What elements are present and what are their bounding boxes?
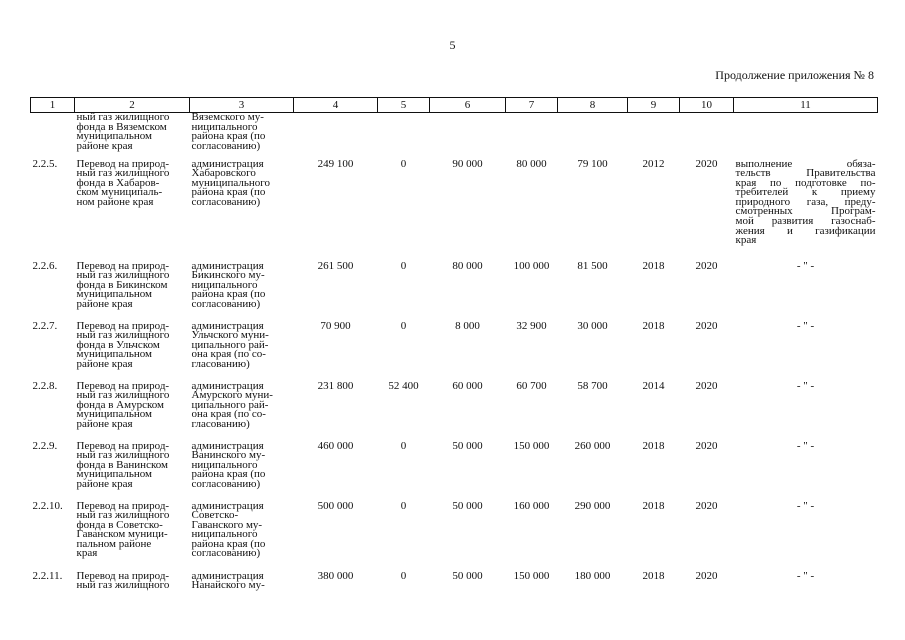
funding-cell: 80 000 [452,259,483,272]
end-year: 2020 [695,499,718,512]
row-code: 2.2.6. [32,259,58,272]
executor-line: согласованию) [191,195,261,208]
executor [190,259,294,322]
executor-line: ниципального [191,458,258,471]
note-line: тельств Правительства [735,167,876,180]
column-header: 7 [506,98,558,113]
name-line: фонда в Вяземском [76,120,167,133]
funding-cell: 79 100 [577,157,608,170]
note-cell [734,157,878,262]
funding-cell: 50 000 [452,569,483,582]
executor-line: администрация [191,319,264,332]
executor-line: района края (по [191,186,266,199]
measure-name [75,379,190,442]
total-cell: 380 000 [317,569,354,582]
name-line: Перевод на природ- [76,379,170,392]
note-line: выполнение обяза- [735,157,876,170]
column-header: 9 [628,98,680,113]
name-line: Перевод на природ- [76,569,170,582]
executor-line: она края (по со- [191,408,266,421]
funding-cell: 260 000 [574,439,611,452]
column-header: 5 [378,98,430,113]
measure-name [75,157,190,262]
funding-cell: 52 400 [388,379,419,392]
column-header: 6 [430,98,506,113]
name-line: ный газ жилищного [76,269,170,282]
measure-name [75,499,190,572]
table-row-carryover [31,113,878,160]
name-line: Гаванском муници- [76,528,168,541]
start-year: 2014 [642,379,665,392]
funding-cell: 0 [400,439,407,452]
measure-name [75,439,190,502]
table-row [31,160,878,262]
executor-line: района края (по [191,288,266,301]
measure-name [75,569,190,596]
name-line: районе края [76,139,133,152]
measure-name [75,319,190,382]
note-ditto: - " - [796,259,815,272]
executor [190,569,294,596]
executor-line: ципального рай- [191,398,269,411]
funding-cell: 81 500 [577,259,608,272]
name-line: Перевод на природ- [76,259,170,272]
executor-line: района края (по [191,468,266,481]
continuation-title: Продолжение приложения № 8 [715,68,874,82]
column-header: 1 [31,98,75,113]
funding-cell: 100 000 [513,259,550,272]
name-line: районе края [76,417,133,430]
row-code: 2.2.5. [32,157,58,170]
table-row [31,322,878,382]
funding-cell: 50 000 [452,499,483,512]
page-number: 5 [449,38,456,52]
name-line: ный газ жилищного [76,167,170,180]
executor-line: Бикинского му- [191,269,265,282]
table-row [31,382,878,442]
start-year: 2012 [642,157,665,170]
executor [190,157,294,262]
name-line: ском муниципаль- [76,186,163,199]
executor-line: Нанайского му- [191,579,265,592]
table-row [31,262,878,322]
name-line: ный газ жилищного [76,509,170,522]
start-year: 2018 [642,569,665,582]
name-line: ный газ жилищного [76,111,170,123]
executor-line: администрация [191,259,264,272]
funding-cell: 60 700 [516,379,547,392]
executor-line: ципального рай- [191,338,269,351]
note-line: требителей к приему [735,186,876,199]
note-ditto: - " - [796,499,815,512]
funding-cell: 180 000 [574,569,611,582]
name-line: муниципальном [76,348,153,361]
executor-line: ниципального [191,278,258,291]
name-line: Перевод на природ- [76,157,170,170]
name-line: муниципальном [76,468,153,481]
name-line: фонда в Советско- [76,518,163,531]
start-year: 2018 [642,319,665,332]
funding-cell: 0 [400,259,407,272]
start-year: 2018 [642,499,665,512]
row-code: 2.2.8. [32,379,58,392]
funding-cell: 0 [400,319,407,332]
executor [190,499,294,572]
funding-cell: 58 700 [577,379,608,392]
total-cell: 70 900 [320,319,351,332]
executor-line: района края (по [191,537,266,550]
executor-line: Гаванского му- [191,518,263,531]
end-year: 2020 [695,379,718,392]
row-code: 2.2.9. [32,439,58,452]
funding-cell: 160 000 [513,499,550,512]
executor [190,319,294,382]
total-cell: 500 000 [317,499,354,512]
executor-line: согласованию) [191,139,261,152]
executor-line: администрация [191,157,264,170]
measure-name [75,259,190,322]
executor [190,439,294,502]
end-year: 2020 [695,259,718,272]
end-year: 2020 [695,569,718,582]
name-line: районе края [76,357,133,370]
table-row [31,502,878,572]
executor-line: муниципального [191,176,271,189]
start-year: 2018 [642,439,665,452]
executor-line: администрация [191,569,264,582]
executor-line: она края (по со- [191,348,266,361]
funding-cell: 290 000 [574,499,611,512]
executor-line: согласованию) [191,547,261,560]
name-line: Перевод на природ- [76,439,170,452]
executor-line: администрация [191,499,264,512]
name-line: фонда в Хабаров- [76,176,160,189]
total-cell: 249 100 [317,157,354,170]
funding-cell: 80 000 [516,157,547,170]
name-line: муниципальном [76,288,153,301]
total-cell: 261 500 [317,259,354,272]
executor-line: Советско- [191,509,239,522]
name-line: ный газ жилищного [76,329,170,342]
column-header: 8 [558,98,628,113]
note-line: природного газа, преду- [735,195,876,208]
executor-line: Ванинского му- [191,449,266,462]
end-year: 2020 [695,319,718,332]
name-line: районе края [76,297,133,310]
executor-line: Вяземского му- [191,111,264,123]
note-ditto: - " - [796,569,815,582]
funding-cell: 150 000 [513,569,550,582]
funding-cell: 0 [400,157,407,170]
executor-line: согласованию) [191,297,261,310]
note-line: мой развития газоснаб- [735,215,876,228]
table-row [31,442,878,502]
row-code: 2.2.11. [32,569,63,582]
name-line: фонда в Бикинском [76,278,168,291]
note-ditto: - " - [796,379,815,392]
note-line: смотренных Програм- [735,205,876,218]
column-header: 3 [190,98,294,113]
name-line: районе края [76,477,133,490]
executor-line: ниципального [191,528,258,541]
funding-cell: 50 000 [452,439,483,452]
executor-line: гласованию) [191,417,250,430]
total-cell: 460 000 [317,439,354,452]
note-ditto: - " - [796,319,815,332]
total-cell: 231 800 [317,379,354,392]
name-line: пальном районе [76,537,152,550]
program-table [30,97,878,596]
note-line: края [735,234,757,247]
executor-line: Амурского муни- [191,389,273,402]
table-row [31,572,878,596]
funding-cell: 150 000 [513,439,550,452]
executor-line: Ульчского муни- [191,329,269,342]
executor-line: администрация [191,379,264,392]
funding-cell: 60 000 [452,379,483,392]
name-line: края [76,547,98,560]
name-line: ный газ жилищного [76,449,170,462]
end-year: 2020 [695,157,718,170]
note-line: жения и газификации [735,224,876,237]
end-year: 2020 [695,439,718,452]
funding-cell: 8 000 [455,319,480,332]
start-year: 2018 [642,259,665,272]
funding-cell: 90 000 [452,157,483,170]
executor [190,379,294,442]
note-ditto: - " - [796,439,815,452]
executor-line: администрация [191,439,264,452]
funding-cell: 0 [400,499,407,512]
name-line: фонда в Ванинском [76,458,168,471]
name-line: Перевод на природ- [76,319,170,332]
executor-line: гласованию) [191,357,250,370]
name-line: Перевод на природ- [76,499,170,512]
name-line: муниципальном [76,130,153,143]
column-header: 2 [75,98,190,113]
executor-line: согласованию) [191,477,261,490]
executor-line: ниципального [191,120,258,133]
executor-line: Хабаровского [191,167,256,180]
row-code: 2.2.7. [32,319,58,332]
note-line: края по подготовке по- [735,176,876,189]
name-line: фонда в Ульчском [76,338,160,351]
name-line: фонда в Амурском [76,398,165,411]
name-line: муниципальном [76,408,153,421]
funding-cell: 30 000 [577,319,608,332]
row-code: 2.2.10. [32,499,63,512]
name-line: ный газ жилищного [76,579,170,592]
column-header: 4 [294,98,378,113]
column-header: 10 [680,98,734,113]
name-line: ный газ жилищного [76,389,170,402]
funding-cell: 0 [400,569,407,582]
executor-line: района края (по [191,130,266,143]
name-line: ном районе края [76,195,154,208]
column-header: 11 [734,98,878,113]
funding-cell: 32 900 [516,319,547,332]
